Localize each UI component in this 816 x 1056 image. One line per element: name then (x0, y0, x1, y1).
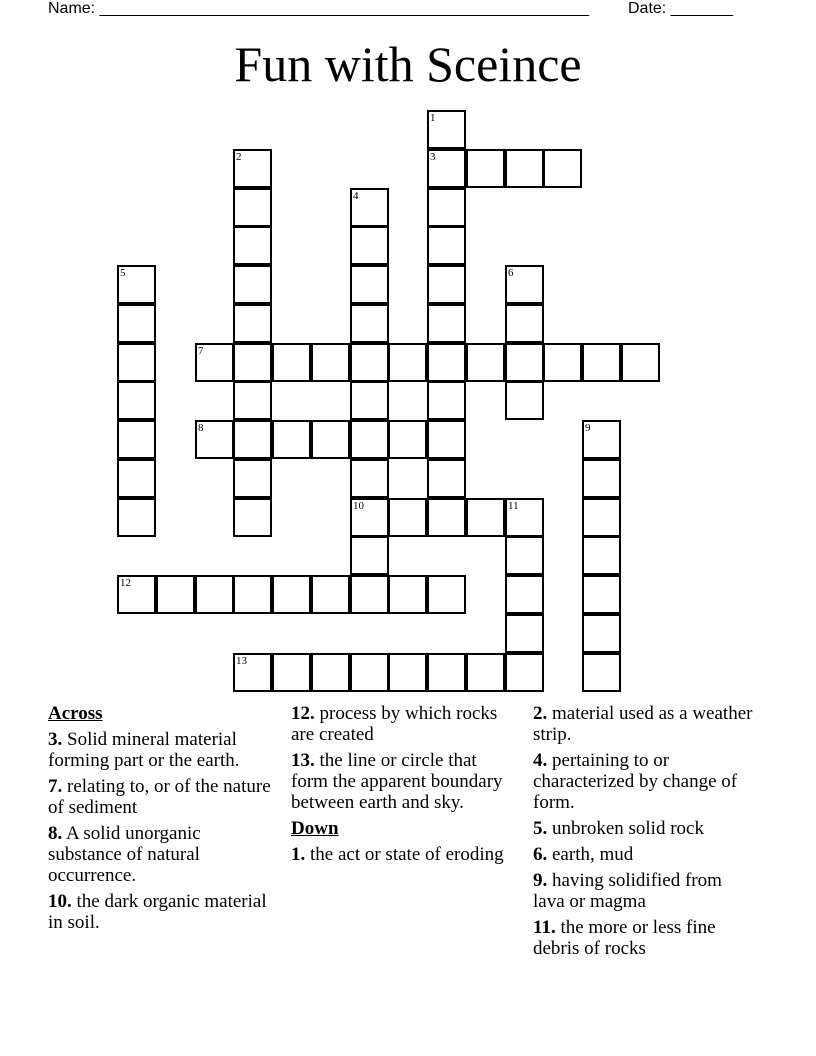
grid-cell[interactable] (388, 498, 427, 537)
grid-cell[interactable] (427, 304, 466, 343)
grid-cell[interactable] (582, 498, 621, 537)
clue-down-11 (533, 917, 758, 959)
cell-number: 2 (236, 151, 242, 163)
grid-cell[interactable] (543, 343, 582, 382)
clue-number: 13. (291, 750, 315, 771)
grid-cell[interactable] (233, 149, 272, 188)
clue-number: 7. (48, 776, 63, 797)
grid-cell[interactable] (233, 459, 272, 498)
grid-cell[interactable] (582, 459, 621, 498)
grid-cell[interactable] (621, 343, 660, 382)
clue-column-2 (291, 703, 516, 870)
cell-number: 5 (120, 267, 126, 279)
cell-number: 7 (198, 345, 204, 357)
grid-cell[interactable] (233, 575, 272, 614)
grid-cell[interactable] (582, 575, 621, 614)
clue-text: having solidified from lava or magma (533, 870, 722, 912)
clue-text: pertaining to or characterized by change of form. (533, 750, 738, 813)
grid-cell[interactable] (117, 381, 156, 420)
grid-cell[interactable] (350, 188, 389, 227)
clue-column-3 (533, 703, 758, 964)
grid-cell[interactable] (195, 343, 234, 382)
clue-down-2 (533, 703, 758, 745)
across-heading: Across (48, 703, 103, 724)
grid-cell[interactable] (311, 575, 350, 614)
grid-cell[interactable] (427, 381, 466, 420)
cell-number: 11 (508, 500, 519, 512)
grid-cell[interactable] (427, 226, 466, 265)
grid-cell[interactable] (388, 653, 427, 692)
grid-cell[interactable] (195, 575, 234, 614)
clue-across-13 (291, 750, 516, 813)
clue-number: 4. (533, 750, 548, 771)
clue-text: earth, mud (552, 844, 634, 865)
grid-cell[interactable] (350, 226, 389, 265)
grid-cell[interactable] (427, 343, 466, 382)
cell-number: 9 (585, 422, 591, 434)
grid-cell[interactable] (505, 381, 544, 420)
grid-cell[interactable] (233, 226, 272, 265)
grid-cell[interactable] (505, 265, 544, 304)
grid-cell[interactable] (195, 420, 234, 459)
date-field[interactable]: Date: _______ (628, 0, 733, 17)
cell-number: 3 (430, 151, 436, 163)
grid-cell[interactable] (466, 498, 505, 537)
grid-cell[interactable] (505, 304, 544, 343)
clue-number: 2. (533, 703, 548, 724)
down-heading: Down (291, 818, 339, 839)
grid-cell[interactable] (311, 420, 350, 459)
clue-column-1 (48, 703, 273, 938)
grid-cell[interactable] (311, 343, 350, 382)
clue-text: the line or circle that form the apparent boundary between earth and sky. (291, 750, 503, 813)
grid-cell[interactable] (311, 653, 350, 692)
grid-cell[interactable] (272, 653, 311, 692)
grid-cell[interactable] (582, 536, 621, 575)
grid-cell[interactable] (466, 653, 505, 692)
grid-cell[interactable] (272, 420, 311, 459)
clue-text: relating to, or of the nature of sediment (48, 776, 271, 818)
clue-text: A solid unorganic substance of natural occurrence. (48, 823, 201, 886)
grid-cell[interactable] (350, 343, 389, 382)
name-field[interactable]: Name: _______________________________________________________ (48, 0, 589, 17)
clue-down-6 (533, 844, 758, 865)
clue-down-4 (533, 750, 758, 813)
clue-number: 11. (533, 917, 556, 938)
grid-cell[interactable] (427, 110, 466, 149)
grid-cell[interactable] (350, 498, 389, 537)
grid-cell[interactable] (543, 149, 582, 188)
grid-cell[interactable] (233, 498, 272, 537)
grid-cell[interactable] (350, 304, 389, 343)
grid-cell[interactable] (350, 381, 389, 420)
clue-number: 8. (48, 823, 63, 844)
grid-cell[interactable] (117, 575, 156, 614)
grid-cell[interactable] (505, 149, 544, 188)
grid-cell[interactable] (233, 304, 272, 343)
clue-text: unbroken solid rock (552, 818, 704, 839)
cell-number: 4 (353, 190, 359, 202)
clue-across-3 (48, 729, 273, 771)
grid-cell[interactable] (388, 420, 427, 459)
clue-text: material used as a weather strip. (533, 703, 753, 745)
grid-cell[interactable] (233, 653, 272, 692)
grid-cell[interactable] (505, 343, 544, 382)
grid-cell[interactable] (117, 343, 156, 382)
grid-cell[interactable] (272, 575, 311, 614)
grid-cell[interactable] (427, 498, 466, 537)
grid-cell[interactable] (582, 343, 621, 382)
grid-cell[interactable] (466, 343, 505, 382)
cell-number: 1 (430, 112, 436, 124)
cell-number: 13 (236, 655, 247, 667)
grid-cell[interactable] (117, 265, 156, 304)
cell-number: 8 (198, 422, 204, 434)
clue-text: process by which rocks are created (291, 703, 498, 745)
grid-cell[interactable] (233, 343, 272, 382)
clue-number: 9. (533, 870, 548, 891)
grid-cell[interactable] (117, 459, 156, 498)
grid-cell[interactable] (427, 459, 466, 498)
grid-cell[interactable] (233, 420, 272, 459)
clue-number: 6. (533, 844, 548, 865)
clue-number: 1. (291, 844, 306, 865)
clue-across-12 (291, 703, 516, 745)
clue-down-1 (291, 844, 516, 865)
grid-cell[interactable] (427, 420, 466, 459)
clue-down-5 (533, 818, 758, 839)
clue-number: 12. (291, 703, 315, 724)
clue-number: 10. (48, 891, 72, 912)
grid-cell[interactable] (505, 575, 544, 614)
grid-cell[interactable] (117, 498, 156, 537)
grid-cell[interactable] (582, 420, 621, 459)
clue-across-10 (48, 891, 273, 933)
grid-cell[interactable] (466, 149, 505, 188)
clue-text: the more or less fine debris of rocks (533, 917, 716, 959)
grid-cell[interactable] (427, 188, 466, 227)
grid-cell[interactable] (350, 653, 389, 692)
cell-number: 6 (508, 267, 514, 279)
grid-cell[interactable] (388, 575, 427, 614)
clue-text: the dark organic material in soil. (48, 891, 267, 933)
grid-cell[interactable] (117, 420, 156, 459)
clue-across-7 (48, 776, 273, 818)
grid-cell[interactable] (233, 188, 272, 227)
page-title: Fun with Sceince (234, 36, 582, 92)
clue-text: the act or state of eroding (310, 844, 504, 865)
cell-number: 12 (120, 577, 131, 589)
grid-cell[interactable] (427, 149, 466, 188)
clue-across-8 (48, 823, 273, 886)
cell-number: 10 (353, 500, 364, 512)
grid-cell[interactable] (582, 614, 621, 653)
grid-cell[interactable] (505, 536, 544, 575)
grid-cell[interactable] (427, 575, 466, 614)
grid-cell[interactable] (350, 265, 389, 304)
grid-cell[interactable] (156, 575, 195, 614)
grid-cell[interactable] (582, 653, 621, 692)
grid-cell[interactable] (427, 653, 466, 692)
clue-down-9 (533, 870, 758, 912)
grid-cell[interactable] (388, 343, 427, 382)
grid-cell[interactable] (350, 536, 389, 575)
grid-cell[interactable] (505, 498, 544, 537)
grid-cell[interactable] (117, 304, 156, 343)
grid-cell[interactable] (350, 459, 389, 498)
grid-cell[interactable] (505, 653, 544, 692)
grid-cell[interactable] (427, 265, 466, 304)
grid-cell[interactable] (505, 614, 544, 653)
grid-cell[interactable] (272, 343, 311, 382)
grid-cell[interactable] (350, 420, 389, 459)
grid-cell[interactable] (233, 265, 272, 304)
grid-cell[interactable] (233, 381, 272, 420)
clue-number: 3. (48, 729, 63, 750)
grid-cell[interactable] (350, 575, 389, 614)
clue-number: 5. (533, 818, 548, 839)
clue-text: Solid mineral material forming part or the earth. (48, 729, 240, 771)
